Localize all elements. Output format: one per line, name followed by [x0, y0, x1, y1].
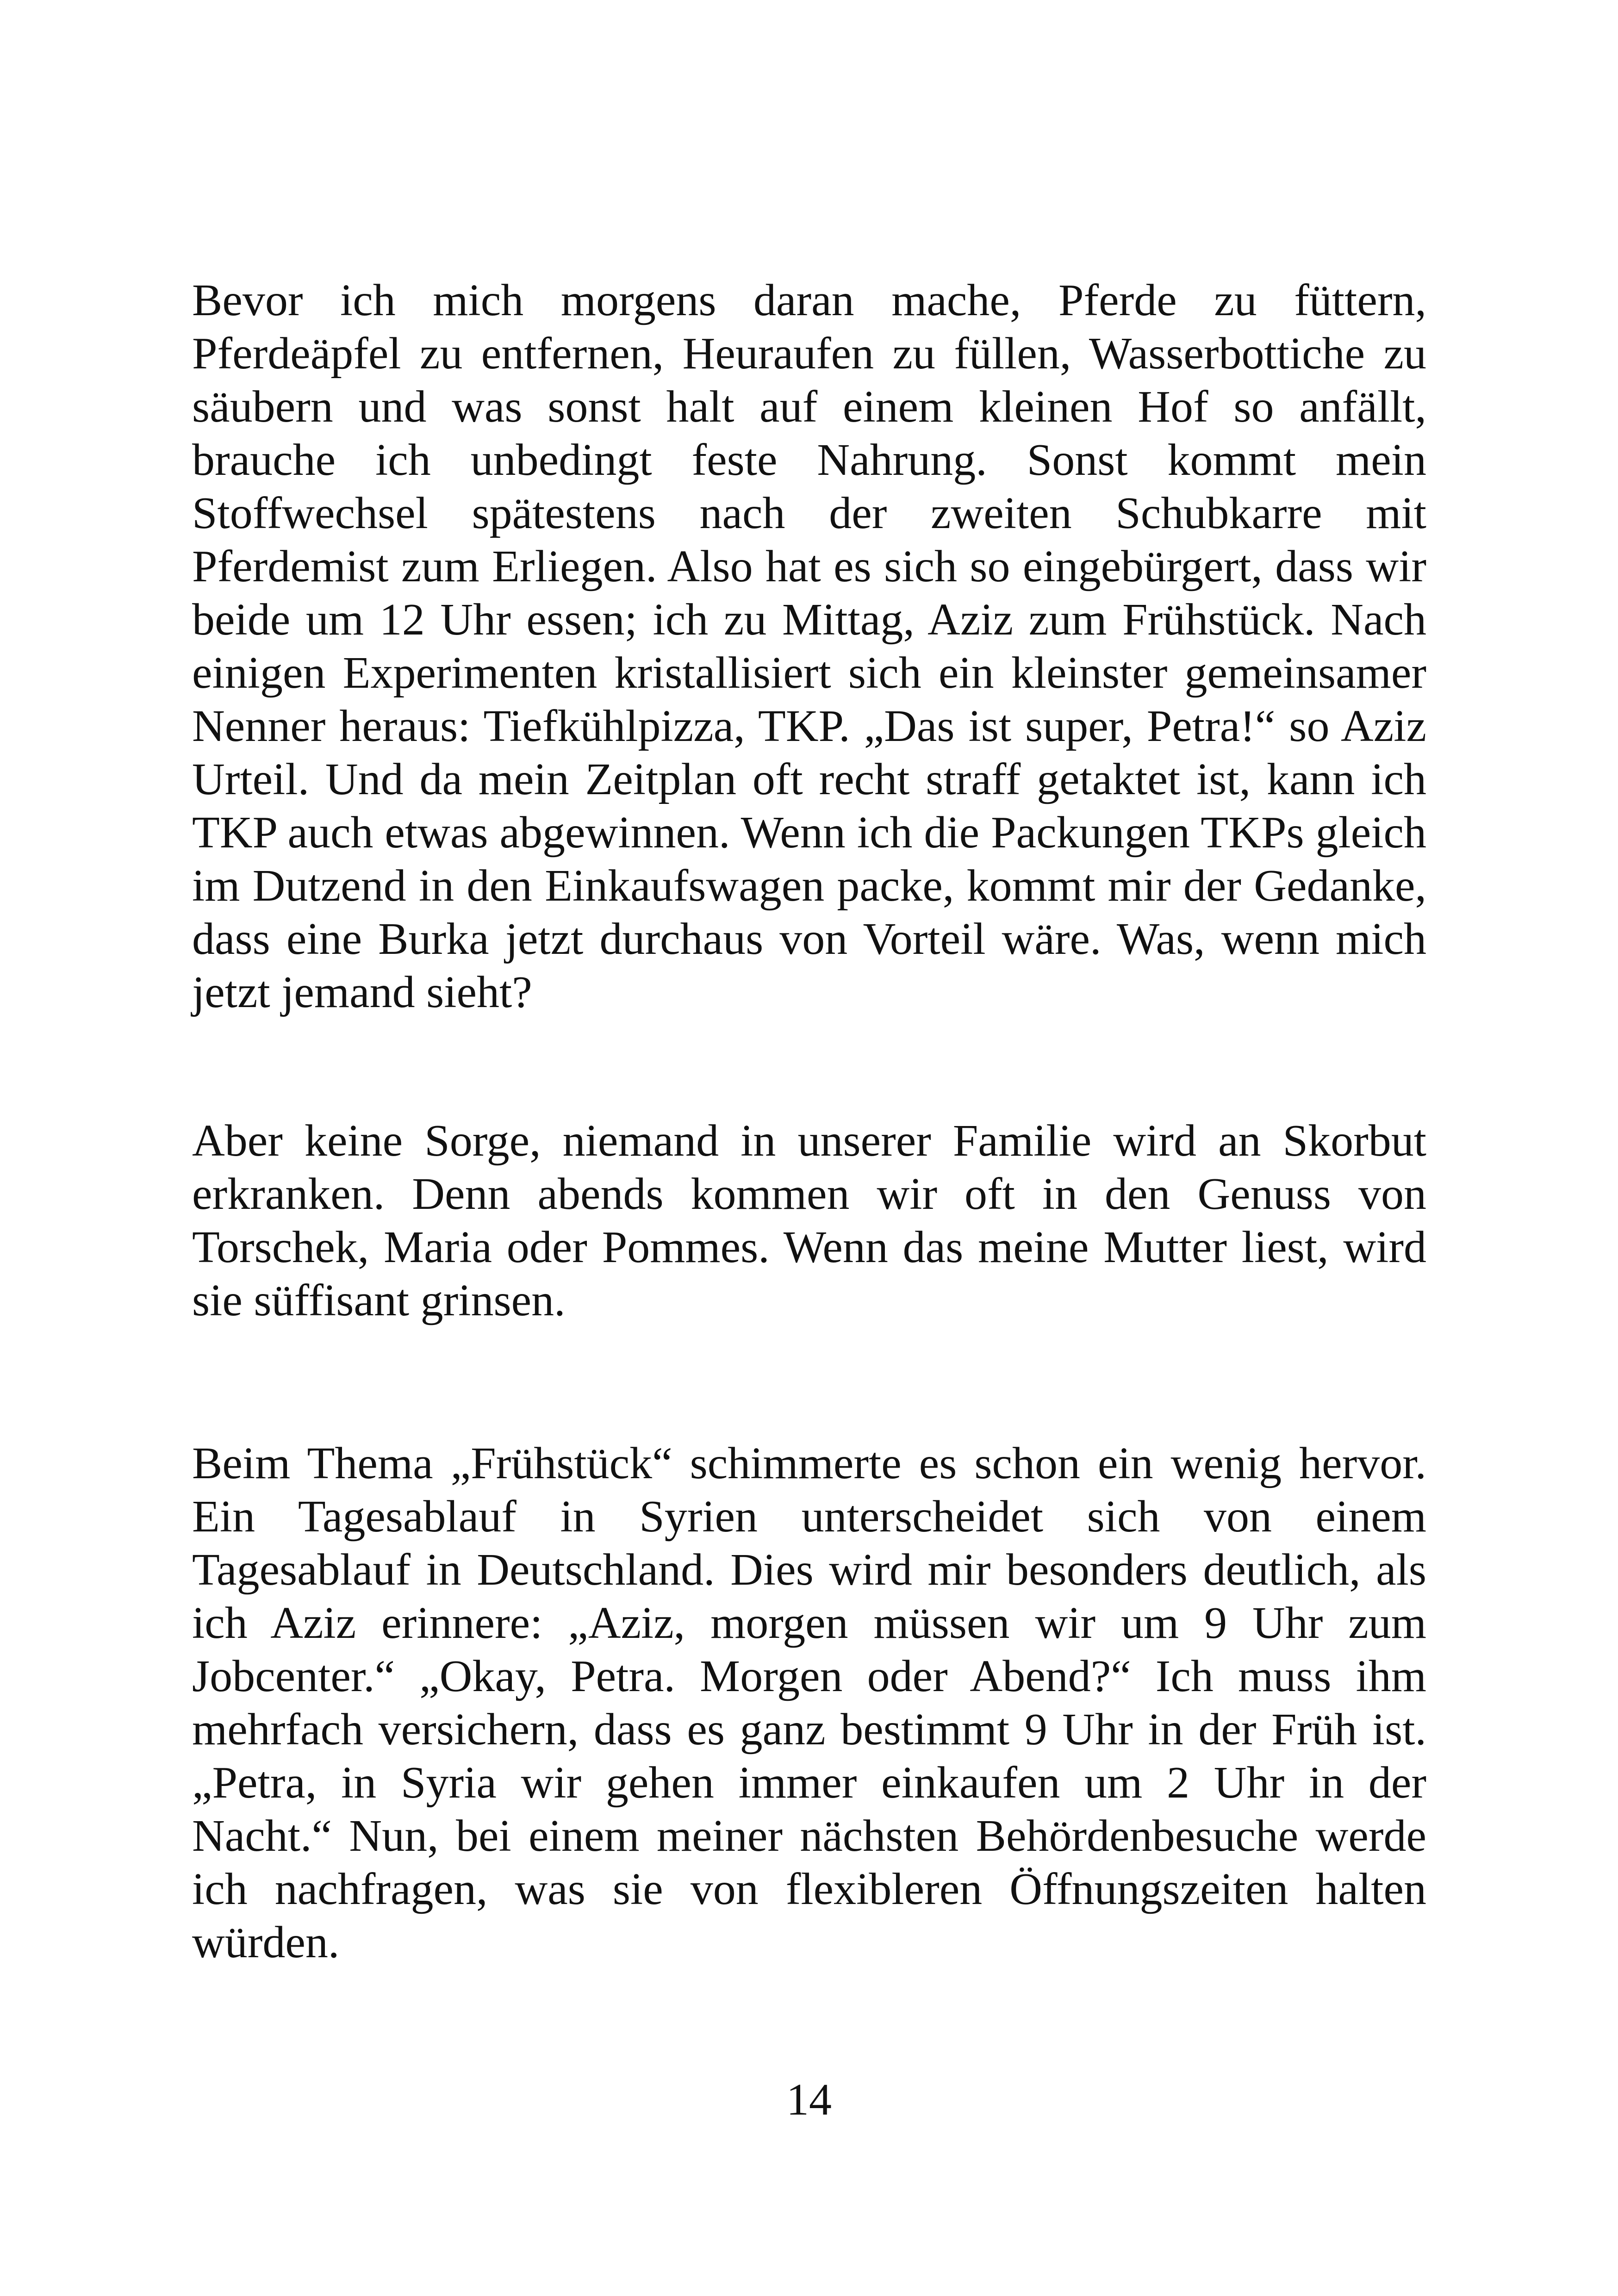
paragraph-pizza-breakfast: Bevor ich mich morgens daran mache, Pferde zu füttern, Pferdeäpfel zu entfernen, Heuraufen zu füllen, Wasserbottiche zu säubern und was sonst halt auf einem kleinen Hof so anfällt, brauche ich unbedingt feste Nahrung. Sonst kommt mein Stoffwechsel spätestens nach der zweiten Schubkarre mit Pferdemist zum Erliegen. Also hat es sich so eingebürgert, dass wir beide um 12 Uhr essen; ich zu Mittag, Aziz zum Frühstück. Nach einigen Experimenten kristallisiert sich ein kleinster gemeinsamer Nenner heraus: Tiefkühlpizza, TKP. „Das ist super, Petra!“ so Aziz Urteil. Und da mein Zeitplan oft recht straff getaktet ist, kann ich TKP auch etwas abgewinnen. Wenn ich die Packungen TKPs gleich im Dutzend in den Einkaufswagen packe, kommt mir der Gedanke, dass eine Burka jetzt durchaus von Vorteil wäre. Was, wenn mich jetzt jemand sieht?: [192, 275, 1426, 1017]
paragraph-daily-routine-syria: Beim Thema „Frühstück“ schimmerte es schon ein wenig hervor. Ein Tagesablauf in Syrien unterscheidet sich von einem Tagesablauf in Deutschland. Dies wird mir besonders deutlich, als ich Aziz erinnere: „Aziz, morgen müssen wir um 9 Uhr zum Jobcenter.“ „Okay, Petra. Morgen oder Abend?“ Ich muss ihm mehrfach versichern, dass es ganz bestimmt 9 Uhr in der Früh ist. „Petra, in Syria wir gehen immer einkaufen um 2 Uhr in der Nacht.“ Nun, bei einem meiner nächsten Behördenbesuche werde ich nachfragen, was sie von flexibleren Öffnungszeiten halten würden.: [192, 1438, 1426, 1967]
page-number: 14: [786, 2075, 832, 2125]
paragraph-evening-meals: Aber keine Sorge, niemand in unserer Familie wird an Skorbut erkranken. Denn abends kommen wir oft in den Genuss von Torschek, Maria oder Pommes. Wenn das meine Mutter liest, wird sie süffisant grinsen.: [192, 1116, 1426, 1325]
